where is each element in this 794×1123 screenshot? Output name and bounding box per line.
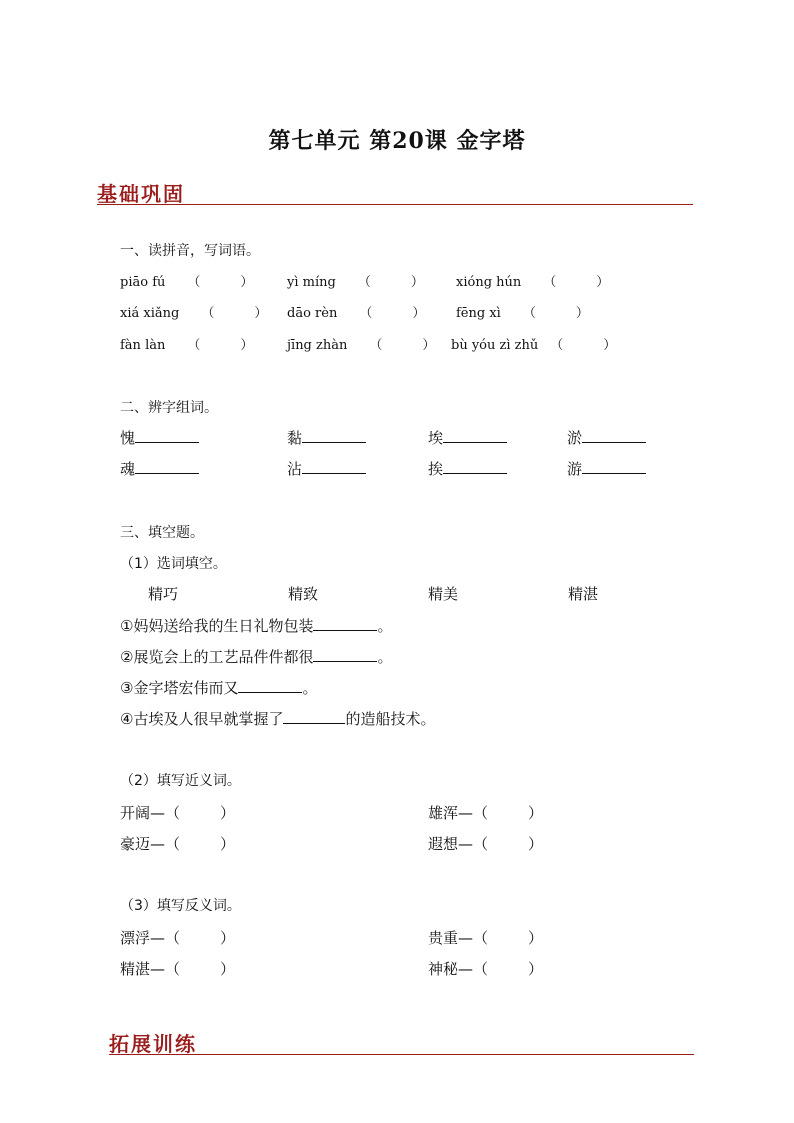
sentence-4: ④古埃及人很早就掌握了 的造船技术。 bbox=[120, 710, 436, 728]
antonym-item: 贵重—（ ） bbox=[428, 929, 544, 947]
char-item: 淤 bbox=[567, 427, 646, 448]
pinyin-item: xiá xiǎng （ ） bbox=[120, 306, 268, 321]
char-item: 挨 bbox=[428, 458, 507, 479]
char-item: 黏 bbox=[287, 427, 366, 448]
answer-blank[interactable] bbox=[582, 430, 646, 443]
answer-blank[interactable] bbox=[443, 461, 507, 474]
pinyin-item: jīng zhàn （ ） bbox=[287, 338, 436, 353]
answer-blank[interactable] bbox=[443, 430, 507, 443]
sentence-2: ②展览会上的工艺品件件都很 。 bbox=[120, 648, 393, 666]
answer-blank[interactable] bbox=[302, 461, 366, 474]
answer-blank[interactable] bbox=[135, 430, 199, 443]
q1-heading: 一、读拼音，写词语。 bbox=[120, 243, 260, 259]
pinyin-item: dāo rèn （ ） bbox=[287, 306, 426, 321]
pinyin-item: fēng xì （ ） bbox=[456, 306, 589, 321]
answer-blank[interactable] bbox=[135, 461, 199, 474]
pinyin-item: yì míng （ ） bbox=[287, 275, 424, 290]
answer-blank[interactable] bbox=[302, 430, 366, 443]
sentence-1: ①妈妈送给我的生日礼物包装 。 bbox=[120, 617, 393, 635]
q3-part3-heading: （3）填写反义词。 bbox=[120, 898, 241, 914]
synonym-item: 豪迈—（ ） bbox=[120, 835, 236, 853]
pinyin-item: fàn làn （ ） bbox=[120, 338, 254, 353]
char-item: 埃 bbox=[428, 427, 507, 448]
word-option: 精湛 bbox=[568, 585, 599, 603]
char-item: 魂 bbox=[120, 458, 199, 479]
pinyin-item: bù yóu zì zhǔ （ ） bbox=[451, 338, 617, 353]
section-heading-basic: 基础巩固 bbox=[97, 182, 185, 206]
section-rule-basic bbox=[97, 204, 693, 205]
section-rule-extended bbox=[109, 1054, 694, 1055]
antonym-item: 精湛—（ ） bbox=[120, 960, 236, 978]
antonym-item: 神秘—（ ） bbox=[428, 960, 544, 978]
pinyin-item: xióng hún （ ） bbox=[456, 275, 610, 290]
section-heading-extended: 拓展训练 bbox=[109, 1032, 197, 1056]
answer-blank[interactable] bbox=[238, 680, 302, 693]
synonym-item: 遐想—（ ） bbox=[428, 835, 544, 853]
q3-part1-heading: （1）选词填空。 bbox=[120, 556, 227, 572]
antonym-item: 漂浮—（ ） bbox=[120, 929, 236, 947]
answer-blank[interactable] bbox=[313, 649, 377, 662]
answer-blank[interactable] bbox=[582, 461, 646, 474]
synonym-item: 开阔—（ ） bbox=[120, 804, 236, 822]
page-title: 第七单元 第20课 金字塔 bbox=[268, 128, 526, 154]
q3-part2-heading: （2）填写近义词。 bbox=[120, 773, 241, 789]
q3-heading: 三、填空题。 bbox=[120, 525, 204, 541]
word-option: 精致 bbox=[288, 585, 319, 603]
q2-heading: 二、辨字组词。 bbox=[120, 400, 218, 416]
word-option: 精美 bbox=[428, 585, 459, 603]
sentence-3: ③金字塔宏伟而又 。 bbox=[120, 679, 318, 697]
pinyin-item: piāo fú （ ） bbox=[120, 275, 254, 290]
synonym-item: 雄浑—（ ） bbox=[428, 804, 544, 822]
answer-blank[interactable] bbox=[313, 618, 377, 631]
answer-blank[interactable] bbox=[283, 711, 345, 724]
word-option: 精巧 bbox=[148, 585, 179, 603]
char-item: 游 bbox=[567, 458, 646, 479]
char-item: 愧 bbox=[120, 427, 199, 448]
char-item: 沾 bbox=[287, 458, 366, 479]
